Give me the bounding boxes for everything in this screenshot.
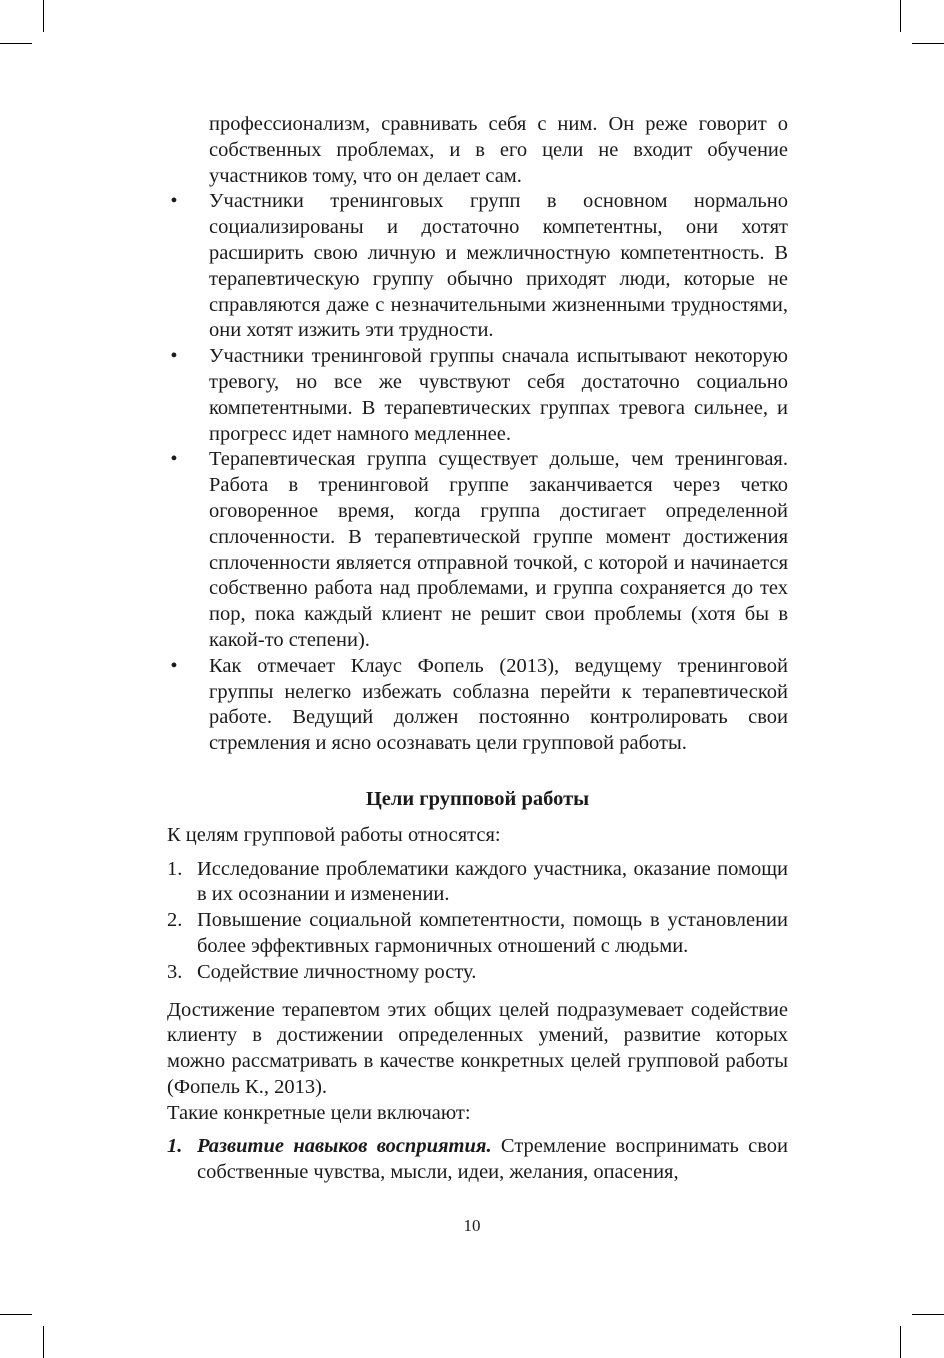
bullet-text: Терапевтическая группа существует дольше, чем тренинговая. Работа в тренинговой группе заканчивается через четко оговоренное время, когда группа достигает определенной сплоченности. В терапевтической группе момент достижения сплоченности является отправной точкой, с которой и начинается собственно работа над проблемами, и группа сохраняется до тех пор, пока каждый клиент не решит свои проблемы (хотя бы в какой-то степени). (209, 448, 788, 651)
goal-number: 3. (167, 960, 183, 983)
goal-item (167, 908, 788, 960)
specific-goal-number: 1. (167, 1135, 183, 1158)
bullet-icon: • (170, 654, 178, 677)
crop-mark-top-right-h (912, 43, 944, 44)
bullet-item (167, 189, 788, 344)
bullet-list (167, 189, 788, 757)
goal-text: Содействие личностному росту. (197, 960, 477, 983)
bullet-item (167, 344, 788, 447)
crop-mark-top-left-h (0, 43, 32, 44)
bullet-text: Участники тренинговой группы сначала испытывают некоторую тревогу, но все же чувствуют себя достаточно социально компетентными. В терапевтических группах тревога сильнее, и прогресс идет намного медленнее. (209, 345, 788, 445)
bullet-item (167, 654, 788, 757)
crop-mark-bottom-right-h (912, 1314, 944, 1315)
goal-item (167, 960, 788, 986)
specific-goal-item (167, 1134, 788, 1186)
goals-intro: К целям групповой работы относятся: (167, 823, 501, 846)
goals-list (167, 857, 788, 986)
bullet-item (167, 447, 788, 653)
continuation-paragraph: профессионализм, сравнивать себя с ним. Он реже говорит о собственных проблемах, и в его цели не входит обучение участников тому, что он делает сам. (209, 113, 788, 187)
goal-number: 1. (167, 857, 183, 880)
specific-goals-intro: Такие конкретные цели включают: (167, 1101, 471, 1124)
bullet-text: Как отмечает Клаус Фопель (2013), ведущему тренинговой группы нелегко избежать соблазна перейти к терапевтической работе. Ведущий должен постоянно контролировать свои стремления и ясно осознавать цели групповой работы. (209, 654, 788, 755)
bullet-icon: • (170, 448, 178, 471)
crop-mark-bottom-right-v (900, 1326, 901, 1358)
body-paragraph: Достижение терапевтом этих общих целей подразумевает содействие клиенту в достижении определенных умений, развитие которых можно рассматривать в качестве конкретных целей групповой работы (Фопель К., 2013). (167, 998, 788, 1098)
page-number: 10 (463, 1216, 481, 1235)
bullet-icon: • (170, 190, 178, 213)
goal-item (167, 857, 788, 909)
crop-mark-top-left-v (43, 0, 44, 32)
goal-number: 2. (167, 909, 183, 932)
crop-mark-bottom-left-h (0, 1314, 32, 1315)
goal-text: Исследование проблематики каждого участника, оказание помощи в их осознании и изменении. (197, 857, 788, 906)
section-heading: Цели групповой работы (365, 787, 590, 810)
specific-goal-text: Стремление воспринимать свои собственные чувства, мысли, идеи, желания, опасения, (197, 1135, 788, 1184)
specific-goal-lead: Развитие навыков восприятия. (197, 1135, 492, 1158)
crop-mark-bottom-left-v (43, 1326, 44, 1358)
goal-text: Повышение социальной компетентности, помощь в установлении более эффективных гармоничных отношений с людьми. (197, 909, 788, 957)
bullet-icon: • (170, 345, 178, 368)
bullet-text: Участники тренинговых групп в основном нормально социализированы и достаточно компетентны, они хотят расширить свою личную и межличностную компетентность. В терапевтическую группу обычно приходят люди, которые не справляются даже с незначительными жизненными трудностями, они хотят изжить эти трудности. (209, 190, 788, 342)
crop-mark-top-right-v (900, 0, 901, 32)
page-body (167, 112, 788, 1186)
